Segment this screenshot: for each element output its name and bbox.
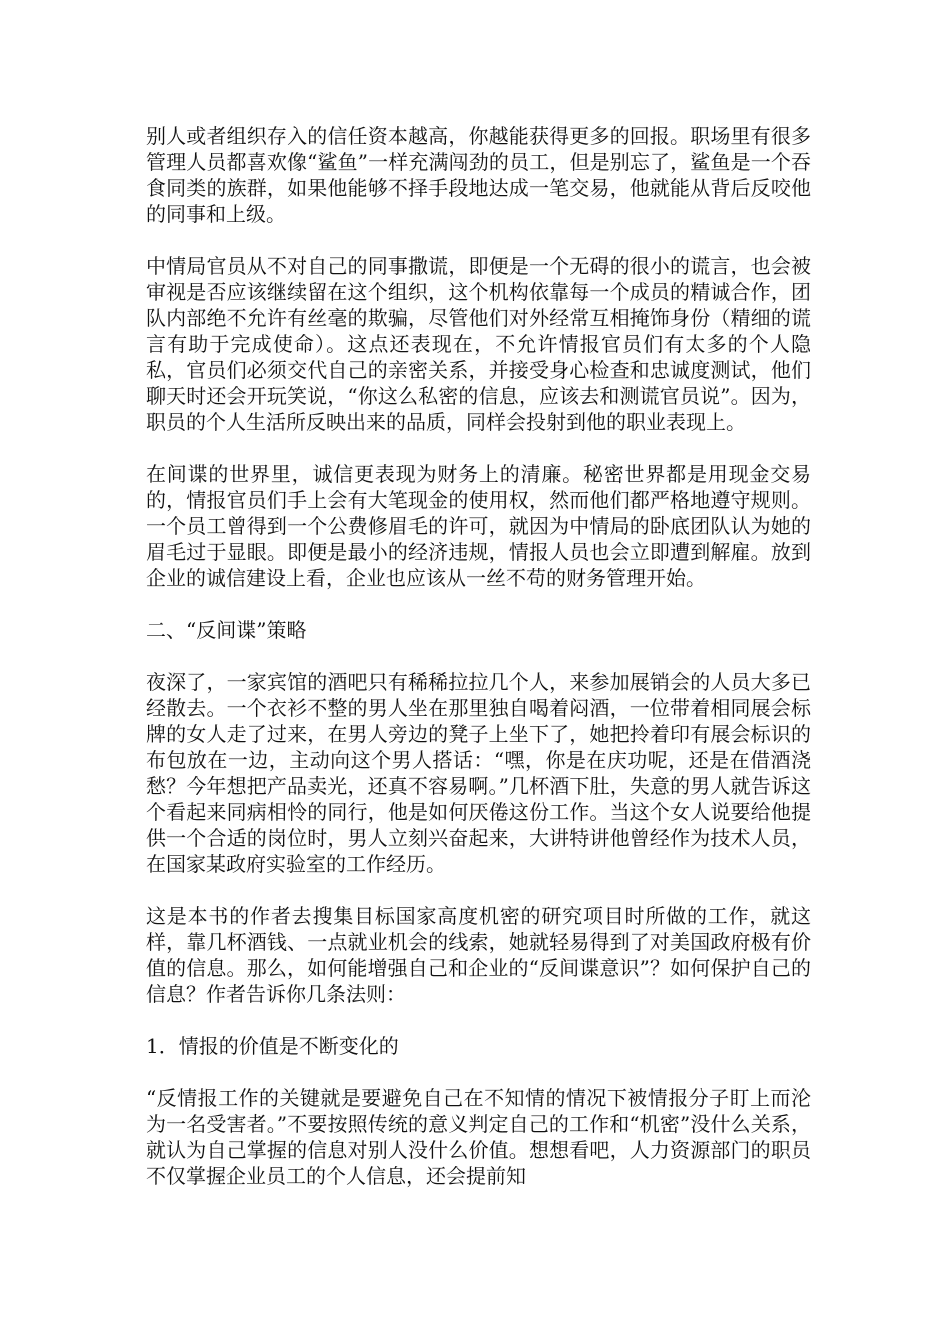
paragraph-cia-honesty: 中情局官员从不对自己的同事撒谎，即便是一个无碍的很小的谎言，也会被审视是否应该继续留在这个组织，这个机构依靠每一个成员的精诚合作，团队内部绝不允许有丝毫的欺骗，尽管他们对外经常互相掩饰身份（精细的谎言有助于完成使命）。这点还表现在，不允许情报官员们有太多的个人隐私，官员们必须交代自己的亲密关系，并接受身心检查和忠诚度测试，他们聊天时还会开玩笑说，“你这么私密的信息，应该去和测谎官员说”。因为，职员的个人生活所反映出来的品质，同样会投射到他的职业表现上。 [146,254,811,434]
paragraph-hotel-bar-story: 夜深了，一家宾馆的酒吧只有稀稀拉拉几个人，来参加展销会的人员大多已经散去。一个衣衫不整的男人坐在那里独自喝着闷酒，一位带着相同展会标牌的女人走了过来，在男人旁边的凳子上坐下了，她把拎着印有展会标识的布包放在一边，主动向这个男人搭话：“嘿，你是在庆功呢，还是在借酒浇愁？今年想把产品卖光，还真不容易啊。”几杯酒下肚，失意的男人就告诉这个看起来同病相怜的同行，他是如何厌倦这份工作。当这个女人说要给他提供一个合适的岗位时，男人立刻兴奋起来，大讲特讲他曾经作为技术人员，在国家某政府实验室的工作经历。 [146,670,811,876]
paragraph-counterintel-key: “反情报工作的关键就是要避免自己在不知情的情况下被情报分子盯上而沦为一名受害者。”不要按照传统的意义判定自己的工作和“机密”没什么关系，就认为自己掌握的信息对别人没什么价值。想想看吧，人力资源部门的职员不仅掌握企业员工的个人信息，还会提前知 [146,1086,811,1188]
paragraph-financial-integrity: 在间谍的世界里，诚信更表现为财务上的清廉。秘密世界都是用现金交易的，情报官员们手上会有大笔现金的使用权，然而他们都严格地遵守规则。一个员工曾得到一个公费修眉毛的许可，就因为中情局的卧底团队认为她的眉毛过于显眼。即便是最小的经济违规，情报人员也会立即遭到解雇。放到企业的诚信建设上看，企业也应该从一丝不苟的财务管理开始。 [146,462,811,590]
subheading-intel-value: 1．情报的价值是不断变化的 [146,1034,399,1058]
section-heading-counterespionage: 二、“反间谍”策略 [146,618,307,642]
paragraph-trust-capital: 别人或者组织存入的信任资本越高，你越能获得更多的回报。职场里有很多管理人员都喜欢像“鲨鱼”一样充满闯劲的员工，但是别忘了，鲨鱼是一个吞食同类的族群，如果他能够不择手段地达成一笔交易，他就能从背后反咬他的同事和上级。 [146,124,811,226]
paragraph-author-work: 这是本书的作者去搜集目标国家高度机密的研究项目时所做的工作，就这样，靠几杯酒钱、一点就业机会的线索，她就轻易得到了对美国政府极有价值的信息。那么，如何能增强自己和企业的“反间谍意识”？如何保护自己的信息？作者告诉你几条法则： [146,904,811,1006]
document-body [146,123,811,1215]
